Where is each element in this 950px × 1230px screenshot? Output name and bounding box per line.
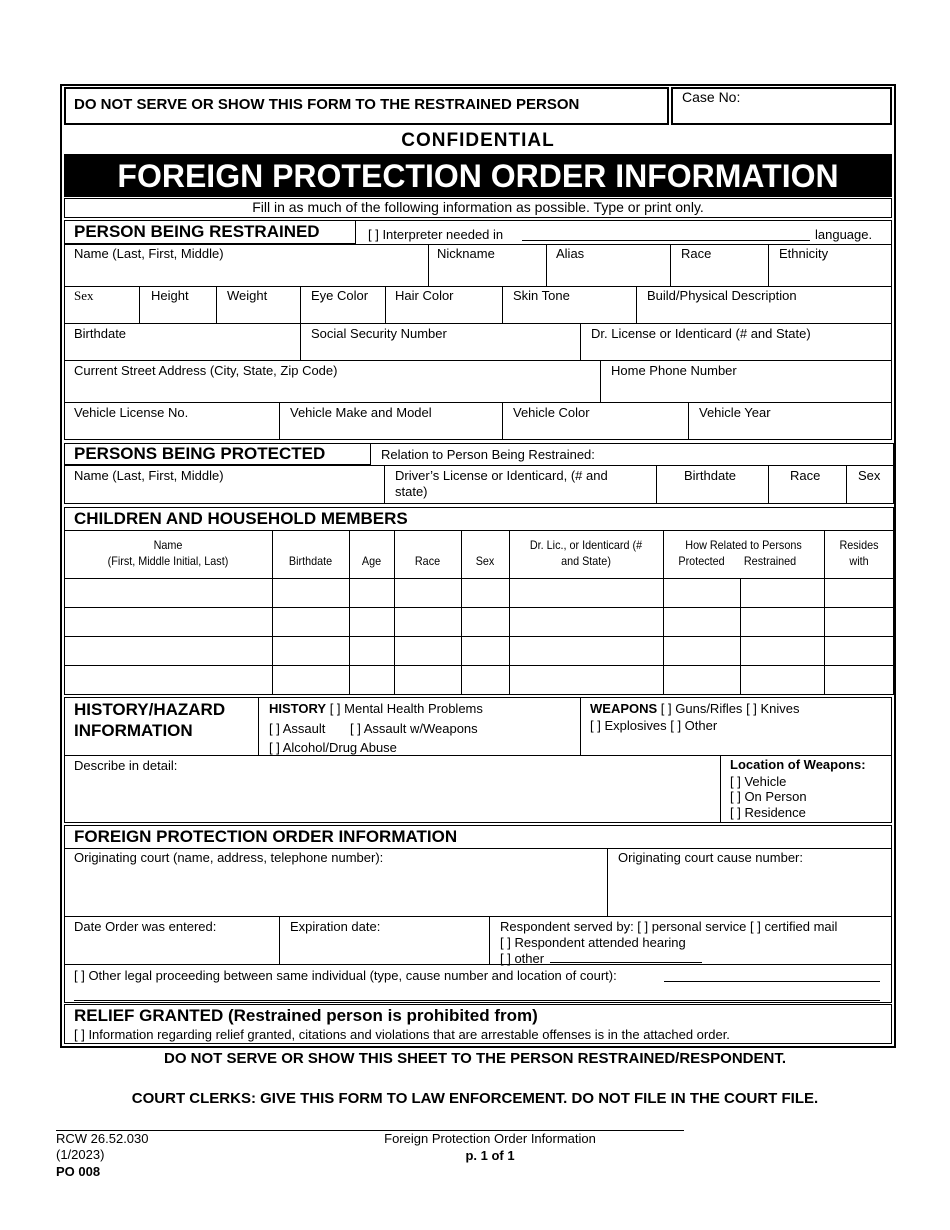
- assault-weapons-checkbox[interactable]: [ ] Assault w/Weapons: [350, 721, 478, 736]
- other-weapon-checkbox[interactable]: [ ] Other: [670, 718, 718, 733]
- divider: [720, 755, 721, 823]
- protected-license-label-2: state): [395, 484, 428, 499]
- other-proceeding-label[interactable]: [ ] Other legal proceeding between same individual (type, cause number and location of court):: [74, 968, 617, 983]
- bottom-notice-2: COURT CLERKS: GIVE THIS FORM TO LAW ENFORCEMENT. DO NOT FILE IN THE COURT FILE.: [131, 1090, 819, 1107]
- restrained-race-label[interactable]: Race: [681, 246, 712, 261]
- relief-header: RELIEF GRANTED (Restrained person is prohibited from): [74, 1006, 538, 1025]
- divider: [580, 323, 581, 360]
- protected-license-label-1[interactable]: Driver’s License or Identicard, (# and: [395, 468, 608, 483]
- protected-sex-label[interactable]: Sex: [858, 468, 881, 483]
- restrained-weight-label[interactable]: Weight: [227, 288, 268, 303]
- restrained-ethnicity-label[interactable]: Ethnicity: [779, 246, 829, 261]
- divider: [461, 530, 462, 695]
- confidential-label: CONFIDENTIAL: [401, 130, 555, 151]
- describe-detail-label[interactable]: Describe in detail:: [74, 758, 178, 773]
- divider: [216, 286, 217, 323]
- divider: [846, 465, 847, 504]
- children-col-name-2: (First, Middle Initial, Last): [107, 554, 229, 568]
- divider: [300, 323, 301, 360]
- location-weapons-label: Location of Weapons:: [730, 757, 866, 772]
- restrained-alias-label[interactable]: Alias: [556, 246, 585, 261]
- footer-date: (1/2023): [56, 1147, 105, 1162]
- restrained-sex-label[interactable]: Sex: [74, 288, 94, 303]
- children-col-license-1: Dr. Lic., or Identicard (#: [529, 538, 643, 552]
- other-proceeding-line-2[interactable]: [74, 1000, 880, 1001]
- knives-checkbox[interactable]: [ ] Knives: [746, 701, 800, 716]
- vehicle-year-label[interactable]: Vehicle Year: [699, 405, 771, 420]
- row-line: [64, 916, 892, 917]
- cause-number-label[interactable]: Originating court cause number:: [618, 850, 803, 865]
- restrained-hair-color-label[interactable]: Hair Color: [395, 288, 454, 303]
- row-line: [64, 964, 892, 965]
- restrained-skin-tone-label[interactable]: Skin Tone: [513, 288, 570, 303]
- children-col-protected: Protected: [678, 554, 725, 568]
- divider: [279, 916, 280, 964]
- interpreter-suffix: language.: [815, 227, 873, 242]
- divider: [489, 916, 490, 964]
- row-line: [64, 755, 892, 756]
- divider: [636, 286, 637, 323]
- divider: [279, 402, 280, 440]
- date-entered-label[interactable]: Date Order was entered:: [74, 919, 217, 934]
- children-col-how-related: How Related to Persons: [685, 538, 802, 552]
- footer-page: p. 1 of 1: [465, 1148, 515, 1163]
- footer-title: Foreign Protection Order Information: [384, 1131, 596, 1146]
- case-no-label: Case No:: [682, 89, 741, 105]
- children-col-sex: Sex: [475, 554, 495, 568]
- divider: [580, 697, 581, 755]
- assault-checkbox[interactable]: [ ] Assault: [269, 721, 326, 736]
- divider: [428, 244, 429, 286]
- divider: [607, 848, 608, 916]
- row-line: [64, 323, 892, 324]
- vehicle-color-label[interactable]: Vehicle Color: [513, 405, 590, 420]
- children-col-race: Race: [414, 554, 441, 568]
- attended-hearing-checkbox[interactable]: [ ] Respondent attended hearing: [500, 935, 686, 950]
- divider: [768, 465, 769, 504]
- restrained-license-label[interactable]: Dr. License or Identicard (# and State): [591, 326, 811, 341]
- interpreter-language-line[interactable]: [522, 240, 810, 241]
- divider: [300, 286, 301, 323]
- footer-rcw: RCW 26.52.030: [56, 1131, 149, 1146]
- row-line: [64, 848, 892, 849]
- divider: [670, 244, 671, 286]
- divider: [502, 402, 503, 440]
- other-proceeding-line[interactable]: [664, 981, 880, 982]
- originating-court-label[interactable]: Originating court (name, address, telephone number):: [74, 850, 384, 865]
- divider: [656, 465, 657, 504]
- divider: [258, 697, 259, 755]
- divider: [139, 286, 140, 323]
- divider: [768, 244, 769, 286]
- children-col-birthdate: Birthdate: [288, 554, 333, 568]
- row-line: [64, 402, 892, 403]
- divider: [394, 530, 395, 695]
- weapons-bold-label: WEAPONS: [590, 701, 658, 716]
- mental-health-checkbox[interactable]: [ ] Mental Health Problems: [329, 701, 483, 716]
- weapons-row-2: [590, 718, 717, 733]
- location-person-checkbox[interactable]: [ ] On Person: [730, 789, 807, 804]
- bottom-notice-1: DO NOT SERVE OR SHOW THIS SHEET TO THE PERSON RESTRAINED/RESPONDENT.: [163, 1050, 787, 1067]
- divider: [824, 530, 825, 695]
- guns-checkbox[interactable]: [ ] Guns/Rifles: [660, 701, 743, 716]
- divider: [546, 244, 547, 286]
- history-header-1: HISTORY/HAZARD: [74, 700, 226, 719]
- divider: [509, 530, 510, 695]
- divider: [349, 530, 350, 695]
- interpreter-prefix[interactable]: [ ] Interpreter needed in: [368, 227, 504, 242]
- divider: [600, 360, 601, 402]
- children-col-name-1: Name: [153, 538, 183, 552]
- divider: [272, 530, 273, 695]
- weapons-row: [590, 701, 800, 716]
- alcohol-drug-checkbox[interactable]: [ ] Alcohol/Drug Abuse: [269, 740, 397, 755]
- divider: [384, 465, 385, 504]
- expiration-date-label[interactable]: Expiration date:: [290, 919, 381, 934]
- protected-birthdate-label[interactable]: Birthdate: [684, 468, 737, 483]
- page-title: FOREIGN PROTECTION ORDER INFORMATION: [117, 158, 839, 194]
- vehicle-license-label[interactable]: Vehicle License No.: [74, 405, 189, 420]
- protected-relation-label[interactable]: Relation to Person Being Restrained:: [381, 447, 595, 462]
- protected-header: PERSONS BEING PROTECTED: [74, 444, 326, 463]
- explosives-checkbox[interactable]: [ ] Explosives: [590, 718, 667, 733]
- restrained-home-phone-label[interactable]: Home Phone Number: [611, 363, 737, 378]
- location-residence-checkbox[interactable]: [ ] Residence: [730, 805, 806, 820]
- top-warning-text: DO NOT SERVE OR SHOW THIS FORM TO THE RESTRAINED PERSON: [74, 96, 580, 113]
- children-col-resides-2: with: [849, 554, 869, 568]
- row-line: [64, 360, 892, 361]
- children-section: [64, 507, 894, 695]
- restrained-birthdate-label[interactable]: Birthdate: [74, 326, 127, 341]
- table-row[interactable]: [64, 665, 894, 666]
- restrained-name-label[interactable]: Name (Last, First, Middle): [74, 246, 224, 261]
- protected-race-label[interactable]: Race: [790, 468, 821, 483]
- restrained-address-label[interactable]: Current Street Address (City, State, Zip Code): [74, 363, 338, 378]
- divider: [502, 286, 503, 323]
- vehicle-make-label[interactable]: Vehicle Make and Model: [290, 405, 432, 420]
- divider: [663, 530, 664, 695]
- restrained-ssn-label[interactable]: Social Security Number: [311, 326, 447, 341]
- served-other-line[interactable]: [550, 962, 702, 963]
- restrained-build-label[interactable]: Build/Physical Description: [647, 288, 797, 303]
- location-vehicle-checkbox[interactable]: [ ] Vehicle: [730, 774, 787, 789]
- row-line: [64, 530, 894, 531]
- instructions-text: Fill in as much of the following information as possible. Type or print only.: [252, 199, 704, 215]
- row-line: [64, 286, 892, 287]
- table-row[interactable]: [64, 578, 894, 579]
- restrained-eye-color-label[interactable]: Eye Color: [311, 288, 369, 303]
- children-header: CHILDREN AND HOUSEHOLD MEMBERS: [74, 509, 408, 528]
- relief-checkbox[interactable]: [ ] Information regarding relief granted, citations and violations that are arrestable offenses is in the attached order.: [74, 1027, 730, 1042]
- children-col-restrained: Restrained: [743, 554, 797, 568]
- history-label: [269, 701, 483, 716]
- restrained-nickname-label[interactable]: Nickname: [437, 246, 495, 261]
- history-header-2: INFORMATION: [74, 721, 193, 740]
- row-line: [64, 465, 894, 466]
- served-by-label[interactable]: Respondent served by: [ ] personal service [ ] certified mail: [500, 919, 838, 934]
- table-row[interactable]: [64, 607, 894, 608]
- children-col-resides-1: Resides: [839, 538, 879, 552]
- restrained-height-label[interactable]: Height: [151, 288, 189, 303]
- order-header: FOREIGN PROTECTION ORDER INFORMATION: [74, 827, 458, 846]
- divider: [385, 286, 386, 323]
- history-bold-label: HISTORY: [269, 701, 327, 716]
- served-other-checkbox[interactable]: [ ] other: [500, 951, 545, 966]
- table-row[interactable]: [64, 636, 894, 637]
- protected-name-label[interactable]: Name (Last, First, Middle): [74, 468, 224, 483]
- children-col-license-2: and State): [561, 554, 611, 568]
- divider: [688, 402, 689, 440]
- children-col-age: Age: [361, 554, 382, 568]
- restrained-header: PERSON BEING RESTRAINED: [74, 222, 320, 241]
- footer-form-number: PO 008: [56, 1164, 101, 1179]
